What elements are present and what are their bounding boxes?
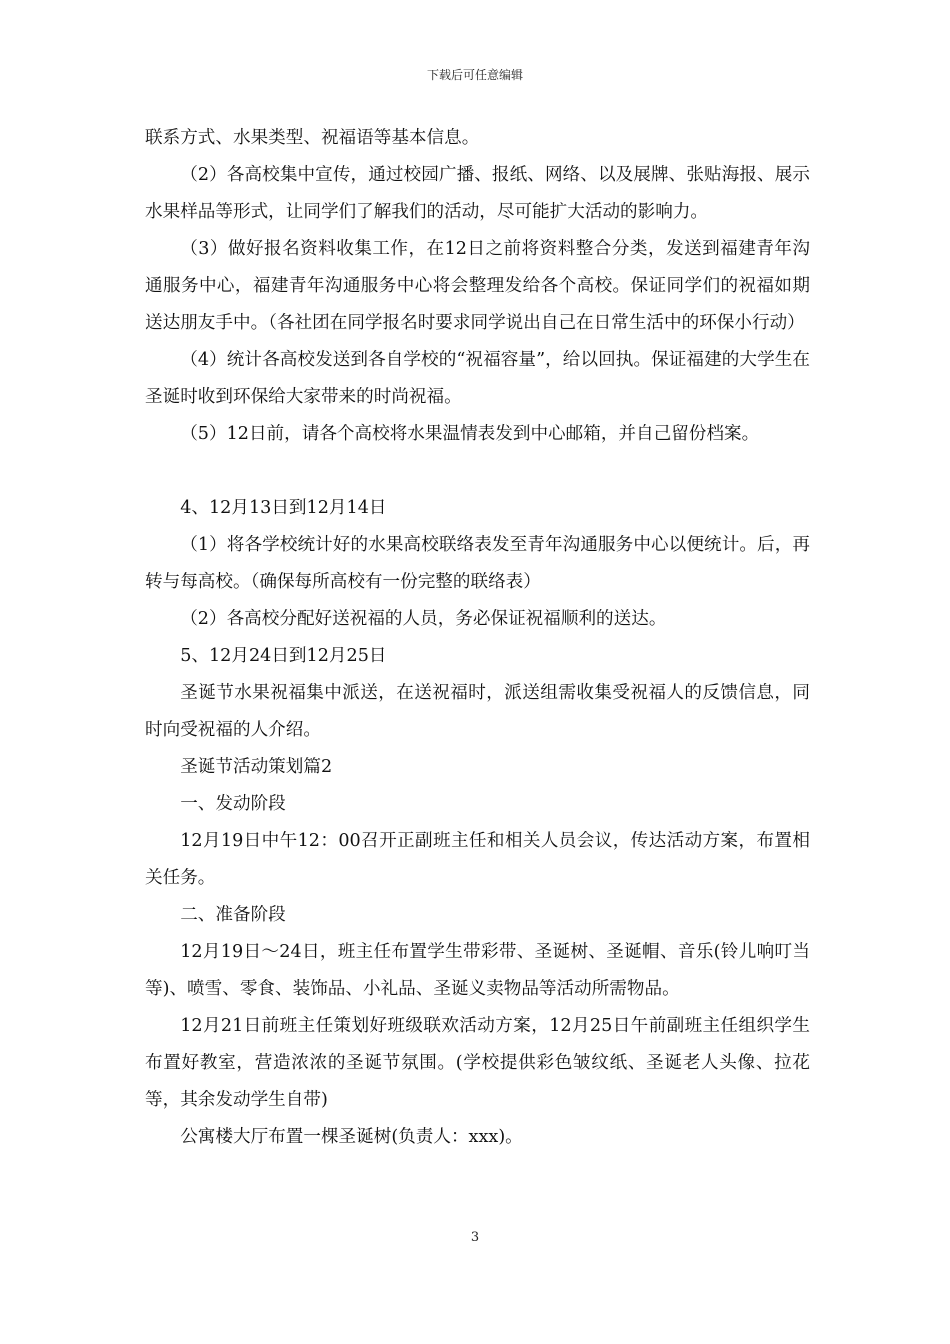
paragraph: 圣诞节水果祝福集中派送，在送祝福时，派送组需收集受祝福人的反馈信息，同时向受祝福的人介绍。 — [145, 683, 810, 740]
blank-line — [145, 453, 810, 490]
section-heading: 5、12月24日到12月25日 — [180, 646, 387, 666]
paragraph: （2）各高校分配好送祝福的人员，务必保证祝福顺利的送达。 — [180, 609, 667, 629]
document-body — [145, 120, 810, 1156]
page-number: 3 — [470, 1230, 480, 1245]
section-title: 圣诞节活动策划篇2 — [180, 757, 333, 777]
section-heading: 4、12月13日到12月14日 — [180, 498, 387, 518]
paragraph: 12月19日中午12：00召开正副班主任和相关人员会议，传达活动方案，布置相关任务。 — [145, 831, 810, 888]
paragraph: （5）12日前，请各个高校将水果温情表发到中心邮箱，并自己留份档案。 — [180, 424, 760, 444]
page-header: 下载后可任意编辑 — [426, 68, 523, 82]
paragraph: （2）各高校集中宣传，通过校园广播、报纸、网络、以及展牌、张贴海报、展示水果样品等形式，让同学们了解我们的活动，尽可能扩大活动的影响力。 — [145, 165, 810, 222]
paragraph: （3）做好报名资料收集工作，在12日之前将资料整合分类，发送到福建青年沟通服务中心，福建青年沟通服务中心将会整理发给各个高校。保证同学们的祝福如期送达朋友手中。（各社团在同学报名时要求同学说出自己在日常生活中的环保小行动） — [145, 239, 810, 333]
paragraph: （4）统计各高校发送到各自学校的“祝福容量”，给以回执。保证福建的大学生在圣诞时收到环保给大家带来的时尚祝福。 — [145, 350, 810, 407]
paragraph: 12月19日～24日，班主任布置学生带彩带、圣诞树、圣诞帽、音乐(铃儿响叮当等)、喷雪、零食、装饰品、小礼品、圣诞义卖物品等活动所需物品。 — [145, 942, 810, 999]
section-heading: 二、准备阶段 — [180, 905, 286, 925]
paragraph: 公寓楼大厅布置一棵圣诞树(负责人：xxx)。 — [180, 1127, 523, 1147]
paragraph: 联系方式、水果类型、祝福语等基本信息。 — [145, 128, 480, 148]
paragraph: （1）将各学校统计好的水果高校联络表发至青年沟通服务中心以便统计。后，再转与每高校。（确保每所高校有一份完整的联络表） — [145, 535, 810, 592]
section-heading: 一、发动阶段 — [180, 794, 286, 814]
paragraph: 12月21日前班主任策划好班级联欢活动方案，12月25日午前副班主任组织学生布置好教室，营造浓浓的圣诞节氛围。(学校提供彩色皱纹纸、圣诞老人头像、拉花等，其余发动学生自带) — [145, 1016, 810, 1110]
